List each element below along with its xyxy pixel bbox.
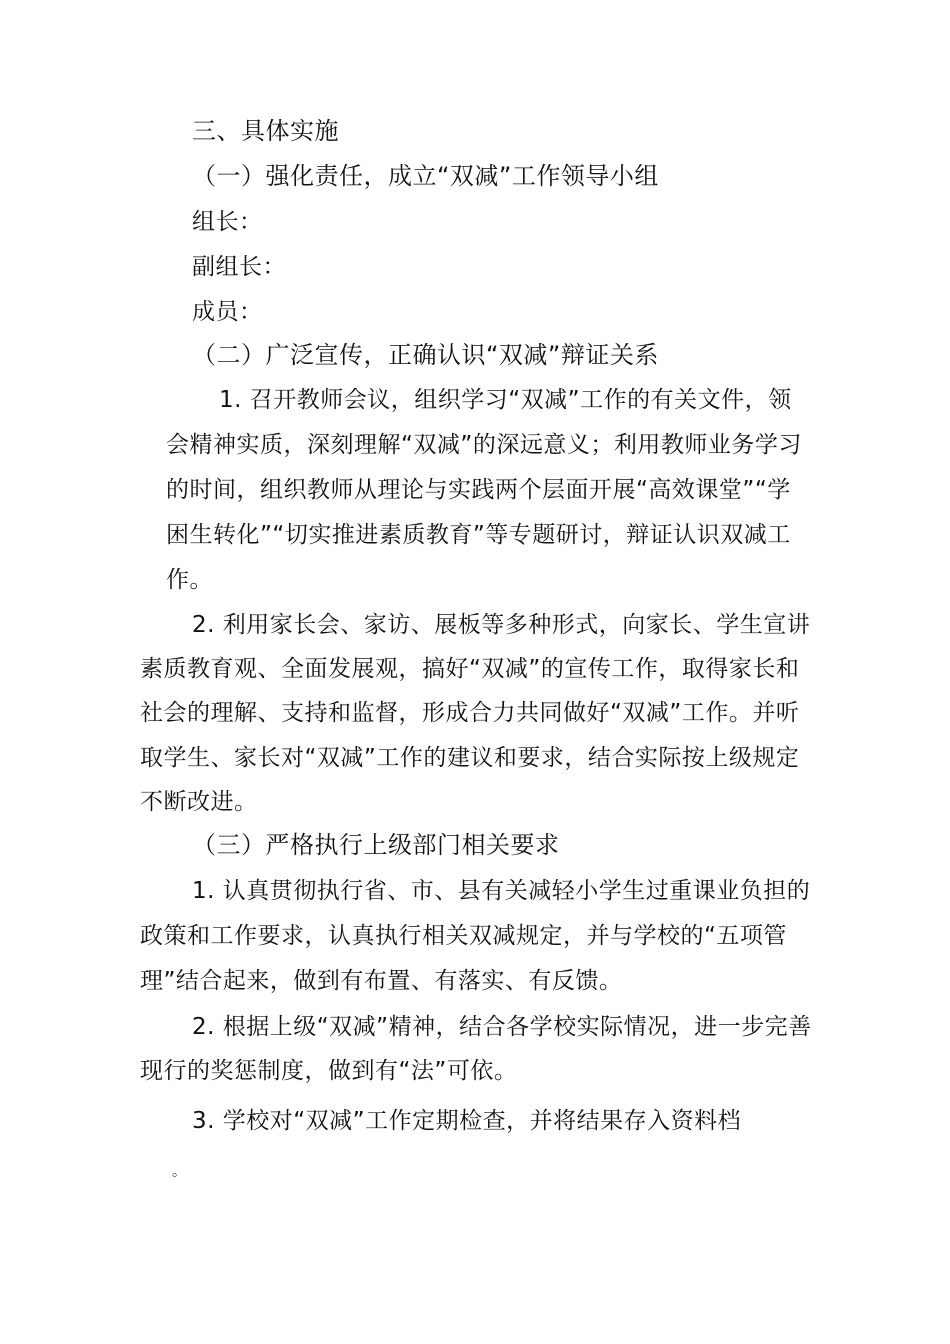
paragraph-line: 社会的理解、支持和监督，形成合力共同做好“双减”工作。并听	[140, 700, 800, 726]
paragraph-line: 素质教育观、全面发展观，搞好“双减”的宣传工作，取得家长和	[140, 656, 800, 682]
paragraph-line: 作。	[166, 567, 213, 593]
leader-label: 组长：	[192, 209, 263, 235]
paragraph-line: 不断改进。	[140, 789, 258, 815]
paragraph-line: 1. 认真贯彻执行省、市、县有关减轻小学生过重课业负担的	[192, 878, 811, 904]
paragraph-line: 取学生、家长对“双减”工作的建议和要求，结合实际按上级规定	[140, 745, 800, 771]
section-title: 三、具体实施	[192, 117, 339, 145]
paragraph-line: 1. 召开教师会议，组织学习“双减”工作的有关文件，领	[219, 387, 792, 413]
paragraph-line: 政策和工作要求，认真执行相关双减规定，并与学校的“五项管	[140, 923, 787, 949]
paragraph-line: 的时间，组织教师从理论与实践两个层面开展“高效课堂”“学	[166, 477, 791, 503]
subsection-1-title: （一）强化责任，成立“双减”工作领导小组	[192, 162, 659, 190]
paragraph-line: 3. 学校对“双减”工作定期检查，并将结果存入资料档	[192, 1108, 742, 1134]
paragraph-line: 困生转化”“切实推进素质教育”等专题研讨，辩证认识双减工	[166, 522, 791, 548]
paragraph-line: 2. 利用家长会、家访、展板等多种形式，向家长、学生宣讲	[192, 612, 811, 638]
deputy-leader-label: 副组长：	[192, 254, 286, 280]
subsection-3-title: （三）严格执行上级部门相关要求	[192, 831, 560, 859]
paragraph-line: 理”结合起来，做到有布置、有落实、有反馈。	[140, 968, 623, 994]
paragraph-line: 现行的奖惩制度，做到有“法”可依。	[140, 1058, 518, 1084]
members-label: 成员：	[192, 299, 263, 325]
paragraph-line: 2. 根据上级“双减”精神，结合各学校实际情况，进一步完善	[192, 1014, 812, 1040]
trailing-punctuation: 。	[172, 1164, 186, 1180]
paragraph-line: 会精神实质，深刻理解“双减”的深远意义；利用教师业务学习	[166, 432, 802, 458]
subsection-2-title: （二）广泛宣传，正确认识“双减”辩证关系	[192, 341, 659, 369]
